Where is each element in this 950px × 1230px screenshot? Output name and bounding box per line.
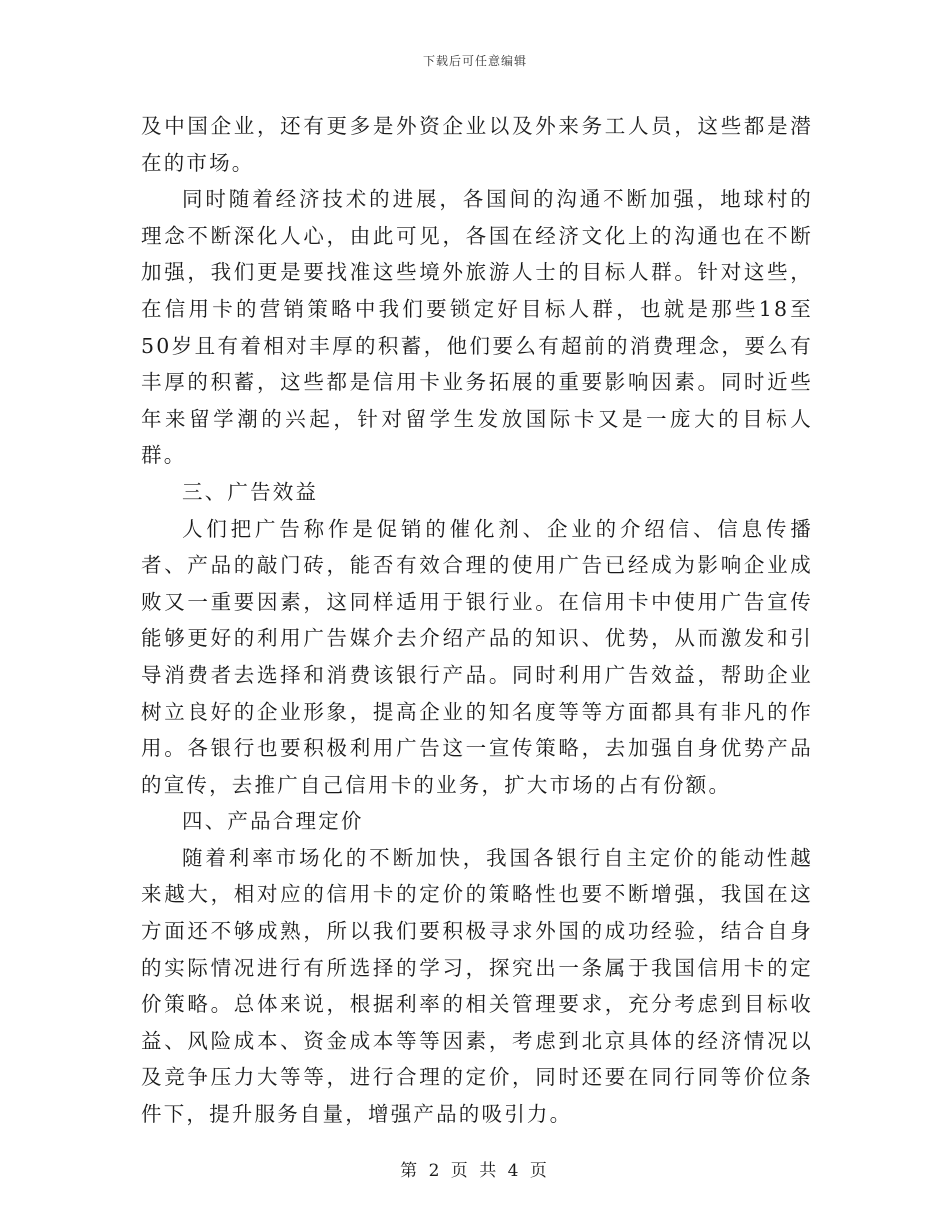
page-header: 下载后可任意编辑 bbox=[422, 54, 527, 68]
section-heading-advertising: 三、广告效益 bbox=[182, 479, 319, 504]
paragraph-target-group: 同时随着经济技术的进展，各国间的沟通不断加强，地球村的理念不断深化人心，由此可见，各国在经济文化上的沟通也在不断加强，我们更是要找准这些境外旅游人士的目标人群。针对这些，在信用卡的营销策略中我们要锁定好目标人群，也就是那些18至50岁且有着相对丰厚的积蓄，他们要么有超前的消费理念，要么有丰厚的积蓄，这些都是信用卡业务拓展的重要影响因素。同时近些年来留学潮的兴起，针对留学生发放国际卡又是一庞大的目标人群。 bbox=[141, 187, 813, 468]
paragraph-market: 及中国企业，还有更多是外资企业以及外来务工人员，这些都是潜在的市场。 bbox=[141, 114, 813, 175]
section-heading-pricing: 四、产品合理定价 bbox=[182, 809, 364, 834]
document-body bbox=[141, 108, 813, 1133]
paragraph-advertising: 人们把广告称作是促销的催化剂、企业的介绍信、信息传播者、产品的敲门砖，能否有效合理的使用广告已经成为影响企业成败又一重要因素，这同样适用于银行业。在信用卡中使用广告宣传能够更好的利用广告媒介去介绍产品的知识、优势，从而激发和引导消费者去选择和消费该银行产品。同时利用广告效益，帮助企业树立良好的企业形象，提高企业的知名度等等方面都具有非凡的作用。各银行也要积极利用广告这一宣传策略，去加强自身优势产品的宣传，去推广自己信用卡的业务，扩大市场的占有份额。 bbox=[141, 516, 813, 797]
paragraph-pricing: 随着利率市场化的不断加快，我国各银行自主定价的能动性越来越大，相对应的信用卡的定价的策略性也要不断增强，我国在这方面还不够成熟，所以我们要积极寻求外国的成功经验，结合自身的实际情况进行有所选择的学习，探究出一条属于我国信用卡的定价策略。总体来说，根据利率的相关管理要求，充分考虑到目标收益、风险成本、资金成本等等因素，考虑到北京具体的经济情况以及竞争压力大等等，进行合理的定价，同时还要在同行同等价位条件下，提升服务自量，增强产品的吸引力。 bbox=[141, 845, 813, 1127]
page-number-footer: 第 2 页 共 4 页 bbox=[400, 1161, 550, 1181]
